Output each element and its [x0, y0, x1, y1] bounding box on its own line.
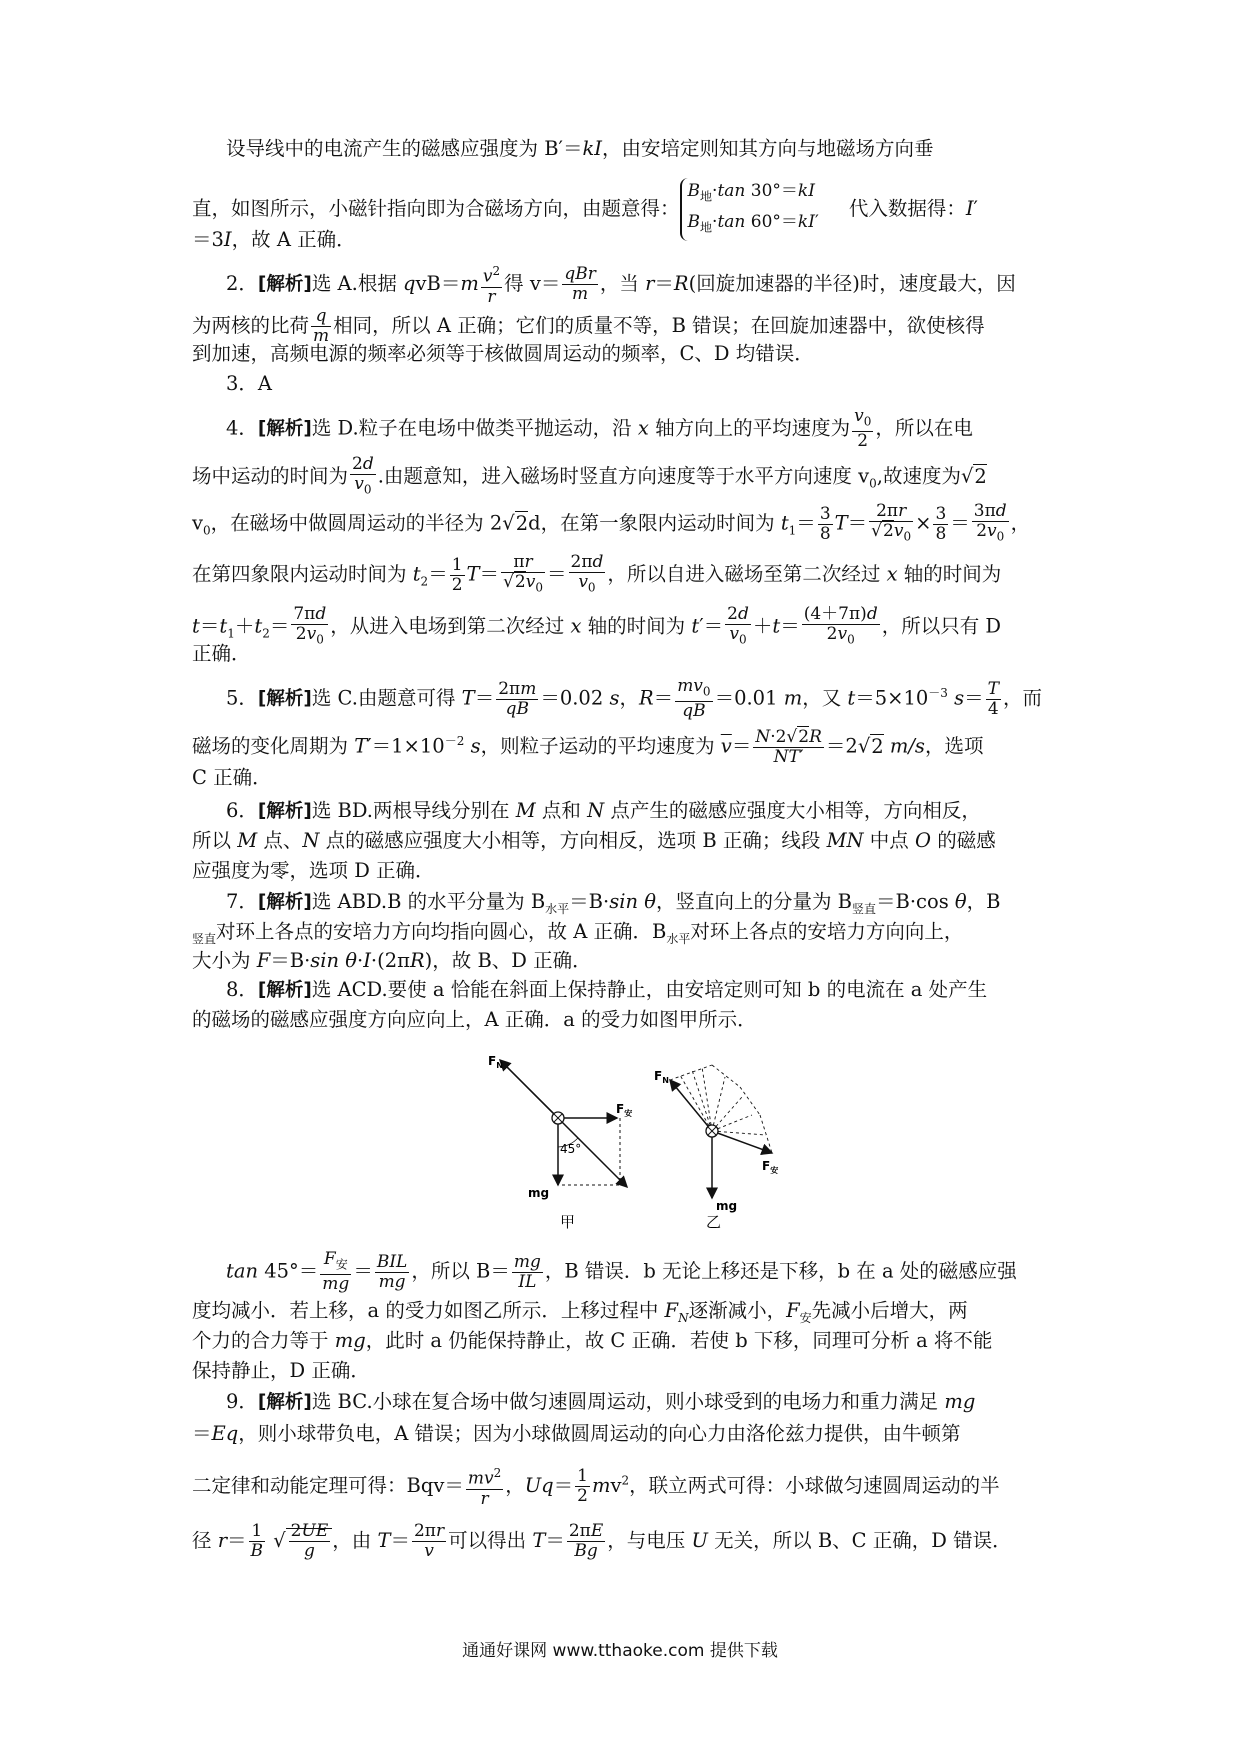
- caption-jia: 甲: [560, 1213, 576, 1231]
- label-fan-jia: $F_安$: [616, 1102, 633, 1118]
- q9-line-2: ＝Eq，则小球带负电，A 错误；因为小球做圆周运动的向心力由洛伦兹力提供，由牛顿第: [192, 1422, 961, 1445]
- page-footer: 通通好课网 www.tthaoke.com 提供下载: [462, 1641, 778, 1661]
- label-fan-yi: $F_安$: [762, 1159, 779, 1175]
- label-fn-jia: $F_N$: [488, 1054, 503, 1070]
- q6-line-3: 应强度为零，选项 D 正确．: [192, 859, 435, 882]
- label-mg-yi: mg: [716, 1199, 738, 1213]
- q6-line-1: 6．[解析]选 BD.两根导线分别在 M 点和 N 点产生的磁感应强度大小相等，方向相反，: [226, 799, 981, 822]
- q4-line-6: 正确．: [192, 642, 251, 665]
- equation-system: $B_地\cdot\tan$ 30°＝kI $B_地\cdot\tan$ 60°＝kI′: [680, 178, 819, 241]
- label-mg-jia: mg: [528, 1186, 550, 1200]
- label-angle-jia: 45°: [560, 1142, 582, 1156]
- q2-line-3: 到加速，高频电源的频率必须等于核做圆周运动的频率，C、D 均错误．: [192, 342, 814, 365]
- q8-line-4: 度均减小．若上移，a 的受力如图乙所示．上移过程中 $F_N$逐渐减小，$F_安$先减小后增大，两: [192, 1299, 968, 1325]
- p1-line-2: 直，如图所示，小磁针指向即为合磁场方向，由题意得： $B_地\cdot\tan$ 30°＝kI $B_地\cdot\tan$ 60°＝kI′ 代入数据得：I′: [192, 178, 1052, 241]
- q9-line-1: 9．[解析]选 BC.小球在复合场中做匀速圆周运动，则小球受到的电场力和重力满足 mg: [226, 1390, 976, 1413]
- diagram-yi: [654, 1065, 778, 1231]
- q7-line-2: $_{竖直}$对环上各点的安培力方向均指向圆心，故 A 正确．$B_{水平}$对环上各点的安培力方向向上，: [192, 920, 964, 946]
- q9-line-3: 二定律和动能定理可得：Bqv＝ $\frac{mv^2}{r}$ ，Uq＝ $\frac{1}{2}$ $mv^2$，联立两式可得：小球做匀速圆周运动的半: [192, 1465, 1000, 1509]
- diagram-jia: [488, 1054, 632, 1231]
- force-diagram-figure: [480, 1035, 800, 1235]
- q7-line-1: 7．[解析]选 ABD.B 的水平分量为 $B_{水平}=B\cdot\sin$ θ，竖直向上的分量为 $B_{竖直}=B\cdot\cos$ θ，B: [226, 890, 1001, 916]
- q5-line-3: C 正确．: [192, 766, 272, 789]
- dashed-triangle-fan: [670, 1065, 772, 1153]
- q8-line-2: 的磁场的磁感应强度方向应向上，A 正确．a 的受力如图甲所示．: [192, 1008, 757, 1031]
- fn-arrow-yi: [670, 1080, 712, 1131]
- q9-line-4: 径 r＝ $\frac{1}{B}$ √ $\frac{2UE}{g}$ ，由 T＝ $\frac{2\pi r}{v}$ 可以得出 T＝ $\frac{2\pi E}{Bg}$ ，与电压 U 无关，所以 B、C 正确，D 错误．: [192, 1521, 1012, 1561]
- q4-line-3: $v_0$，在磁场中做圆周运动的半径为 2√2d，在第一象限内运动时间为 $t_1=$ $\frac{3}{8}$ T＝ $\frac{2\pi r}{√2v_0}$ × $\frac{3}{8}$ ＝ $\frac{3\pi d}{2v_0}$ ，: [192, 501, 1031, 544]
- fn-arrow: [500, 1060, 558, 1118]
- q5-line-1: 5．[解析]选 C.由题意可得 T＝ $\frac{2\pi m}{qB}$ ＝0.02 s，R＝ $\frac{mv_0}{qB}$ ＝0.01 m，又 $t=5\times 10^{-3}$ s＝ $\frac{T}{4}$ ，而: [226, 676, 1043, 722]
- q4-line-1: 4．[解析]选 D.粒子在电场中做类平抛运动，沿 x 轴方向上的平均速度为 $\frac{v_0}{2}$ ，所以在电: [226, 406, 973, 452]
- q8-line-1: 8．[解析]选 ACD.要使 a 恰能在斜面上保持静止，由安培定则可知 b 的电流在 a 处产生: [226, 978, 988, 1001]
- q2-line-1: 2．[解析]选 A.根据 qvB＝m $\frac{v^2}{r}$ 得 v＝ $\frac{\text{qBr}}{m}$ ，当 r＝R(回旋加速器的半径)时，速度最大，因: [226, 263, 1016, 307]
- q4-line-4: 在第四象限内运动时间为 $t_2=$ $\frac{1}{2}$ T＝ $\frac{\pi r}{√2v_0}$ ＝ $\frac{2\pi d}{v_0}$ ，所以自进入磁场至第二次经过 x 轴的时间为: [192, 552, 1002, 595]
- q4-line-2: 场中运动的时间为 $\frac{2d}{v_0}$ .由题意知，进入磁场时竖直方向速度等于水平方向速度 $v_0$,故速度为√2: [192, 454, 987, 497]
- label-fn-yi: $F_N$: [654, 1069, 669, 1085]
- q8-line-3: tan 45°＝ $\frac{F_安}{mg}$ ＝ $\frac{\text{BIL}}{mg}$ ，所以 B＝ $\frac{mg}{IL}$ ，B 错误．b 无论上移还是下移，b 在 a 处的磁感应强: [226, 1249, 1017, 1295]
- q4-line-5: $t=t_1+t_2=$ $\frac{7\pi d}{2v_0}$ ，从进入电场到第二次经过 x 轴的时间为 t′＝ $\frac{2d}{v_0}$ ＋t＝ $\frac{(4+7\pi)d}{2v_0}$ ，所以只有 D: [192, 604, 1002, 647]
- q8-line-6: 保持静止，D 正确．: [192, 1359, 370, 1382]
- q3-line: 3．A: [226, 372, 272, 395]
- q2-line-2: 为两核的比荷 $\frac{q}{m}$ 相同，所以 A 正确；它们的质量不等，B 错误；在回旋加速器中，欲使核得: [192, 306, 985, 346]
- p1-line-1: 设导线中的电流产生的磁感应强度为 B′＝kI，由安培定则知其方向与地磁场方向垂: [226, 137, 934, 160]
- q6-line-2: 所以 M 点、N 点的磁感应强度大小相等，方向相反，选项 B 正确；线段 MN 中点 O 的磁感: [192, 829, 996, 852]
- caption-yi: 乙: [706, 1213, 722, 1231]
- p1-line-3: ＝3I，故 A 正确．: [192, 228, 356, 251]
- q5-line-2: 磁场的变化周期为 $T'=1\times 10^{-2}$ s，则粒子运动的平均速度为 $\overline{v}=$ $\frac{N\cdot 2√2R}{NT'}$ ＝2√2 m/s，选项: [192, 726, 984, 767]
- q8-line-5: 个力的合力等于 mg，此时 a 仍能保持静止，故 C 正确．若使 b 下移，同理可分析 a 将不能: [192, 1329, 993, 1352]
- q7-line-3: 大小为 F＝B·sin θ·I·(2πR)，故 B、D 正确．: [192, 949, 592, 972]
- f-an-arrow-yi: [712, 1131, 772, 1153]
